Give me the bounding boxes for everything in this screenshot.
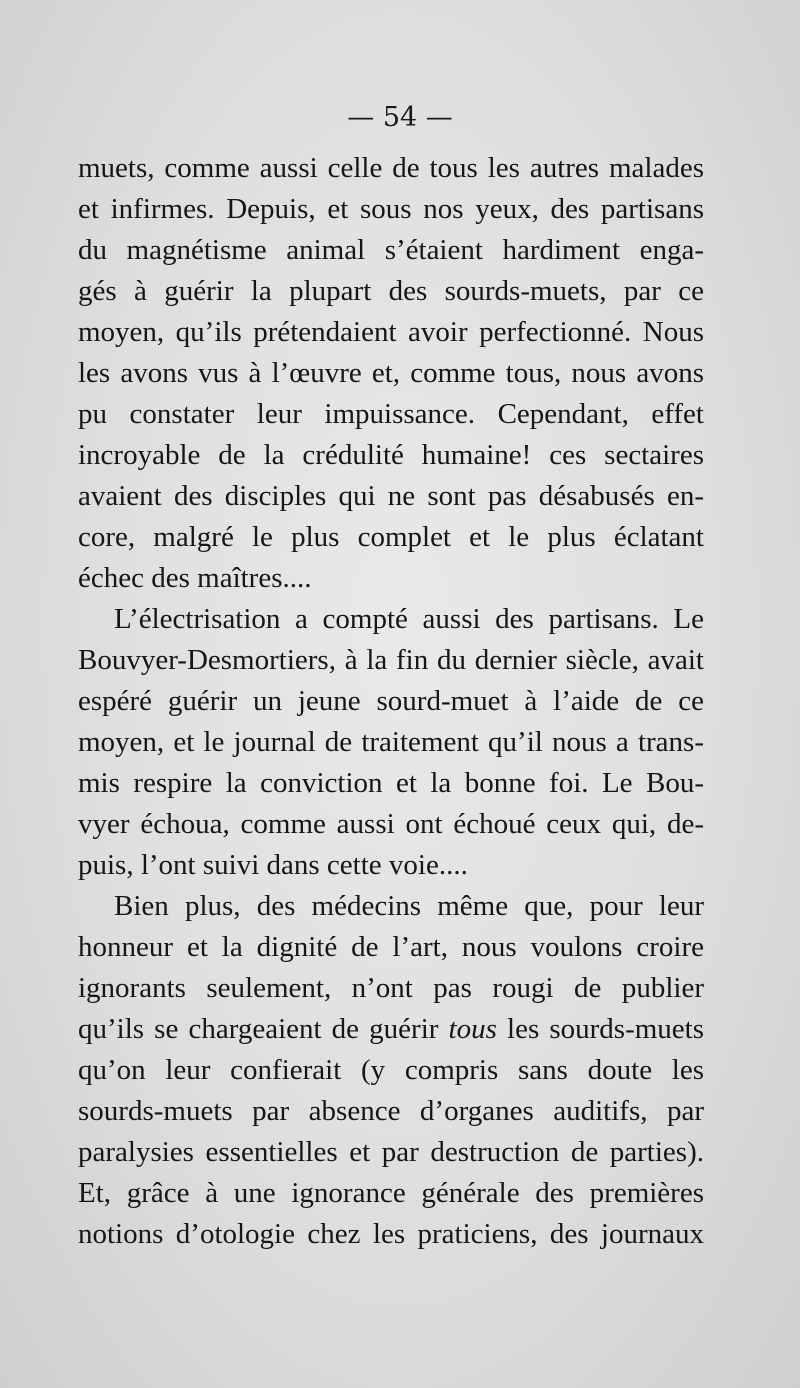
paragraph-end-line: puis, l’ont suivi dans cette voie.... bbox=[78, 849, 468, 881]
text-segment: les sourds-muets bbox=[496, 1013, 705, 1045]
page-number: — 54 — bbox=[347, 102, 453, 133]
paragraph-start-line: L’électrisation a compté aussi des partisans. Le bbox=[114, 603, 704, 635]
text-line-with-italic bbox=[78, 1009, 704, 1050]
text-line: les avons vus à l’œuvre et, comme tous, nous avons bbox=[78, 357, 704, 389]
text-line: mis respire la conviction et la bonne foi. Le Bou- bbox=[78, 767, 704, 799]
text-line: ignorants seulement, n’ont pas rougi de publier bbox=[78, 972, 704, 1004]
text-line: honneur et la dignité de l’art, nous voulons croire bbox=[78, 931, 704, 963]
text-line: notions d’otologie chez les praticiens, des journaux bbox=[78, 1218, 704, 1250]
text-line: Et, grâce à une ignorance générale des premières bbox=[78, 1177, 704, 1209]
text-line: du magnétisme animal s’étaient hardiment enga- bbox=[78, 234, 704, 266]
text-line: avaient des disciples qui ne sont pas désabusés en- bbox=[78, 480, 704, 512]
text-line: qu’on leur confierait (y compris sans doute les bbox=[78, 1054, 704, 1086]
text-line: incroyable de la crédulité humaine! ces sectaires bbox=[78, 439, 704, 471]
text-line: sourds-muets par absence d’organes auditifs, par bbox=[78, 1095, 704, 1127]
body-text bbox=[78, 148, 704, 1255]
text-line: pu constater leur impuissance. Cependant, effet bbox=[78, 398, 704, 430]
paragraph-start-line: Bien plus, des médecins même que, pour leur bbox=[114, 890, 704, 922]
italic-word: tous bbox=[448, 1013, 497, 1045]
text-line: moyen, et le journal de traitement qu’il nous a trans- bbox=[78, 726, 704, 758]
text-line: gés à guérir la plupart des sourds-muets, par ce bbox=[78, 275, 704, 307]
text-line: paralysies essentielles et par destruction de parties). bbox=[78, 1136, 704, 1168]
paragraph-end-line: échec des maîtres.... bbox=[78, 562, 312, 594]
text-line: et infirmes. Depuis, et sous nos yeux, des partisans bbox=[78, 193, 704, 225]
text-line: core, malgré le plus complet et le plus éclatant bbox=[78, 521, 704, 553]
text-line: moyen, qu’ils prétendaient avoir perfectionné. Nous bbox=[78, 316, 704, 348]
text-line: espéré guérir un jeune sourd-muet à l’aide de ce bbox=[78, 685, 704, 717]
text-line: muets, comme aussi celle de tous les autres malades bbox=[78, 152, 704, 184]
text-segment: qu’ils se chargeaient de guérir bbox=[78, 1013, 449, 1045]
text-line: Bouvyer-Desmortiers, à la fin du dernier siècle, avait bbox=[78, 644, 704, 676]
text-line: vyer échoua, comme aussi ont échoué ceux qui, de- bbox=[78, 808, 704, 840]
